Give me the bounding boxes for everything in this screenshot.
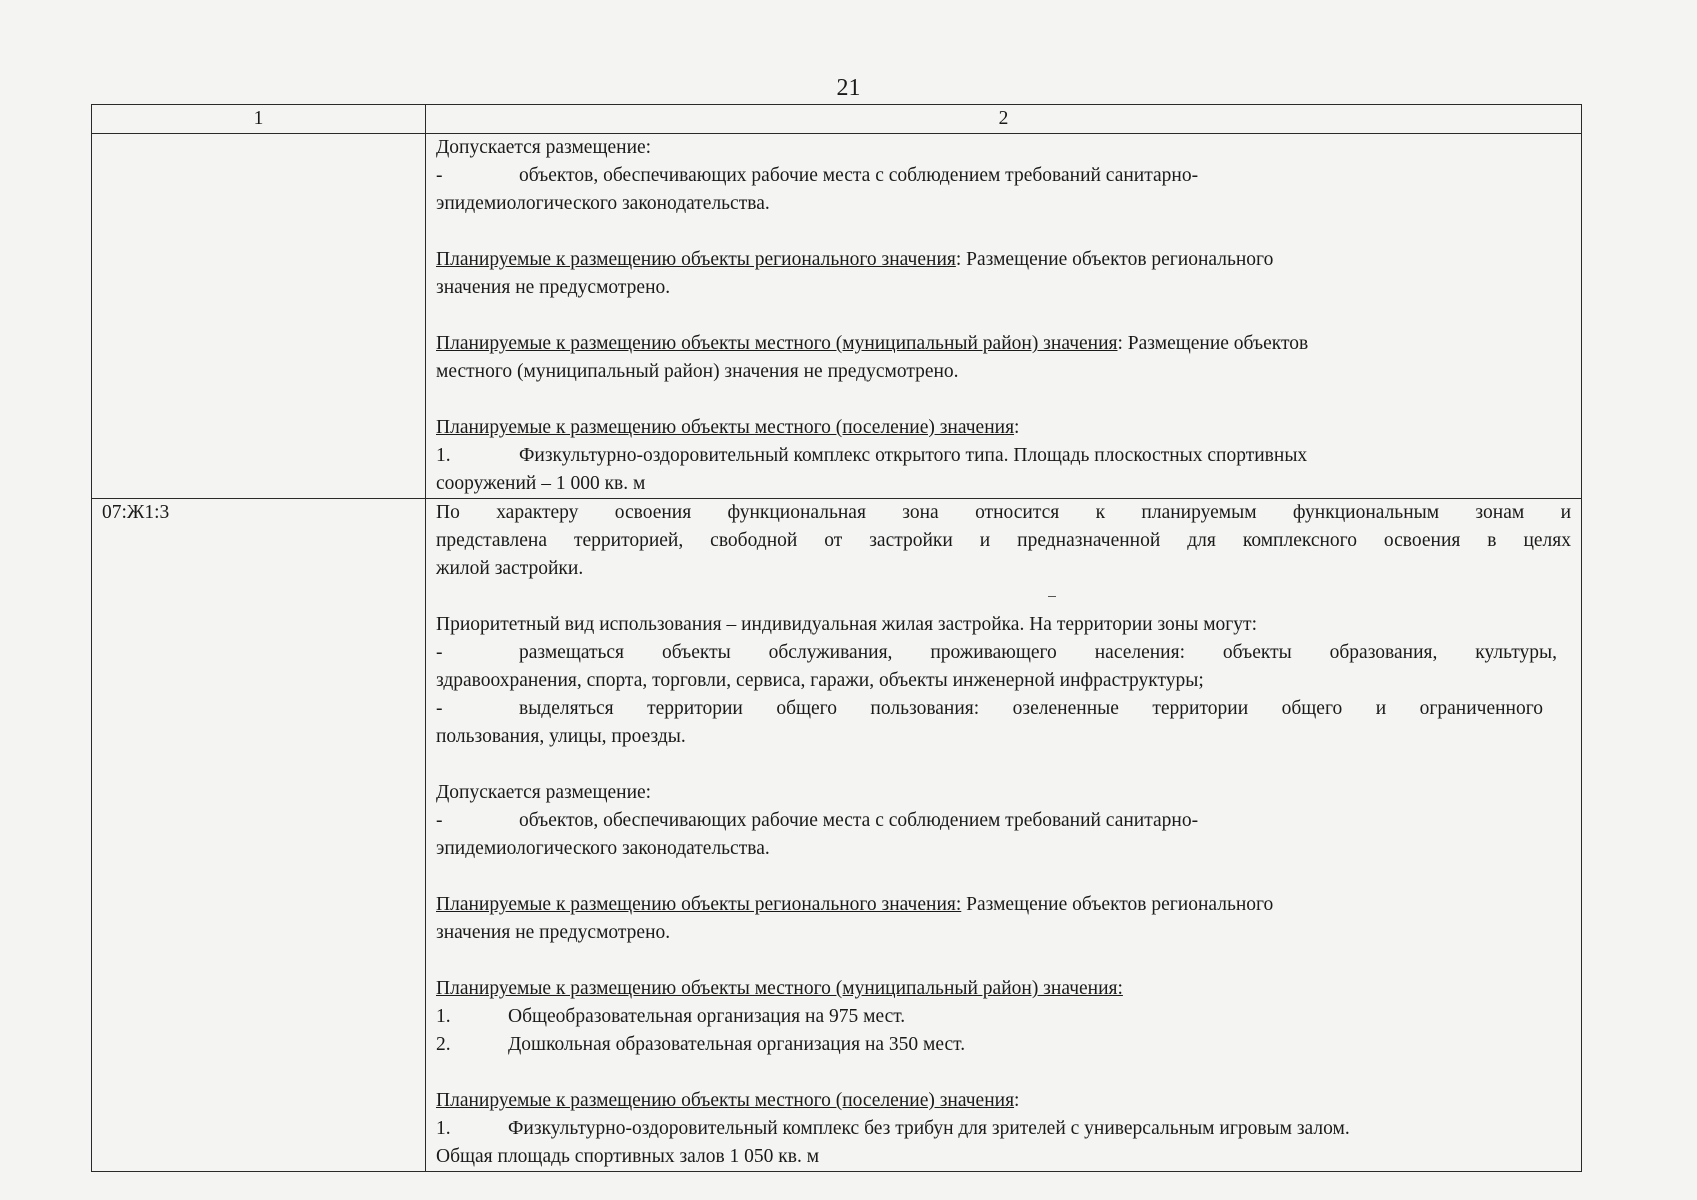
intro-line: жилой застройки.	[436, 558, 584, 579]
regional-text-continuation: значения не предусмотрено.	[436, 922, 671, 943]
list-item	[436, 162, 1571, 190]
priority-paragraph: Приоритетный вид использования – индивидуальная жилая застройка. На территории зоны могут:	[436, 614, 1257, 635]
settlement-paragraph	[436, 414, 1571, 442]
bullet-text-continuation: здравоохранения, спорта, торговли, сервиса, гаражи, объекты инженерной инфраструктуры;	[436, 670, 1204, 691]
list-item	[436, 1003, 1571, 1031]
municipal-label: Планируемые к размещению объекты местного (муниципальный район) значения	[436, 333, 1118, 354]
list-item	[436, 807, 1571, 835]
bullet-text-continuation: эпидемиологического законодательства.	[436, 193, 770, 214]
bullet-text-continuation: эпидемиологического законодательства.	[436, 838, 770, 859]
bullet-dash: -	[436, 698, 443, 719]
bullet-text: объектов, обеспечивающих рабочие места с соблюдением требований санитарно-	[519, 810, 1199, 831]
column-header-1: 1	[92, 105, 426, 134]
bullet-dash: -	[436, 810, 443, 831]
municipal-text: : Размещение объектов	[1117, 333, 1309, 354]
zone-code-cell	[92, 134, 426, 499]
bullet-text: размещаться объекты обслуживания, проживающего населения: объекты образования, культуры,	[519, 642, 1557, 663]
regional-paragraph	[436, 246, 1571, 274]
allowed-heading: Допускается размещение:	[436, 782, 652, 803]
item-text-continuation: Общая площадь спортивных залов 1 050 кв. м	[436, 1146, 820, 1167]
table-row	[92, 134, 1582, 499]
regional-text: Размещение объектов регионального	[961, 894, 1274, 915]
bullet-text: объектов, обеспечивающих рабочие места с соблюдением требований санитарно-	[519, 165, 1199, 186]
item-text: Физкультурно-оздоровительный комплекс открытого типа. Площадь плоскостных спортивных	[519, 445, 1308, 466]
regional-label: Планируемые к размещению объекты регионального значения:	[436, 894, 962, 915]
zone-code-cell: 07:Ж1:3	[92, 499, 426, 1172]
bullet-text: выделяться территории общего пользования: озелененные территории общего и ограниченного	[519, 698, 1543, 719]
municipal-label: Планируемые к размещению объекты местного (муниципальный район) значения:	[436, 978, 1123, 999]
settlement-colon: :	[1014, 417, 1020, 438]
scan-mark	[1048, 596, 1056, 597]
list-item	[436, 442, 1571, 470]
municipal-paragraph	[436, 330, 1571, 358]
settlement-label: Планируемые к размещению объекты местного (поселение) значения	[436, 417, 1015, 438]
zone-description-cell	[426, 499, 1582, 1172]
bullet-dash: -	[436, 642, 443, 663]
table-header-row	[92, 105, 1582, 134]
regional-text: : Размещение объектов регионального	[955, 249, 1274, 270]
item-number: 1.	[436, 1006, 451, 1027]
item-text: Дошкольная образовательная организация на 350 мест.	[508, 1034, 966, 1055]
list-item	[436, 695, 1571, 723]
bullet-text-continuation: пользования, улицы, проезды.	[436, 726, 686, 747]
regional-text-continuation: значения не предусмотрено.	[436, 277, 671, 298]
regional-paragraph	[436, 891, 1571, 919]
list-item	[436, 1115, 1571, 1143]
allowed-heading: Допускается размещение:	[436, 137, 652, 158]
settlement-paragraph	[436, 1087, 1571, 1115]
bullet-dash: -	[436, 165, 443, 186]
item-text-continuation: сооружений – 1 000 кв. м	[436, 473, 646, 494]
item-text: Физкультурно-оздоровительный комплекс без трибун для зрителей с универсальным игровым залом.	[508, 1118, 1350, 1139]
column-header-2: 2	[426, 105, 1582, 134]
settlement-colon: :	[1014, 1090, 1020, 1111]
list-item	[436, 1031, 1571, 1059]
municipal-text-continuation: местного (муниципальный район) значения не предусмотрено.	[436, 361, 959, 382]
zone-description-cell	[426, 134, 1582, 499]
list-item	[436, 639, 1571, 667]
item-number: 1.	[436, 1118, 451, 1139]
intro-line: представлена территорией, свободной от застройки и предназначенной для комплексного освоения в целях	[436, 530, 1571, 551]
intro-line: По характеру освоения функциональная зона относится к планируемым функциональным зонам и	[436, 502, 1571, 523]
item-number: 2.	[436, 1034, 451, 1055]
table-row	[92, 499, 1582, 1172]
page-number: 21	[836, 75, 861, 101]
zones-table	[91, 104, 1582, 1172]
settlement-label: Планируемые к размещению объекты местного (поселение) значения	[436, 1090, 1015, 1111]
item-text: Общеобразовательная организация на 975 мест.	[508, 1006, 906, 1027]
regional-label: Планируемые к размещению объекты регионального значения	[436, 249, 956, 270]
item-number: 1.	[436, 445, 451, 466]
